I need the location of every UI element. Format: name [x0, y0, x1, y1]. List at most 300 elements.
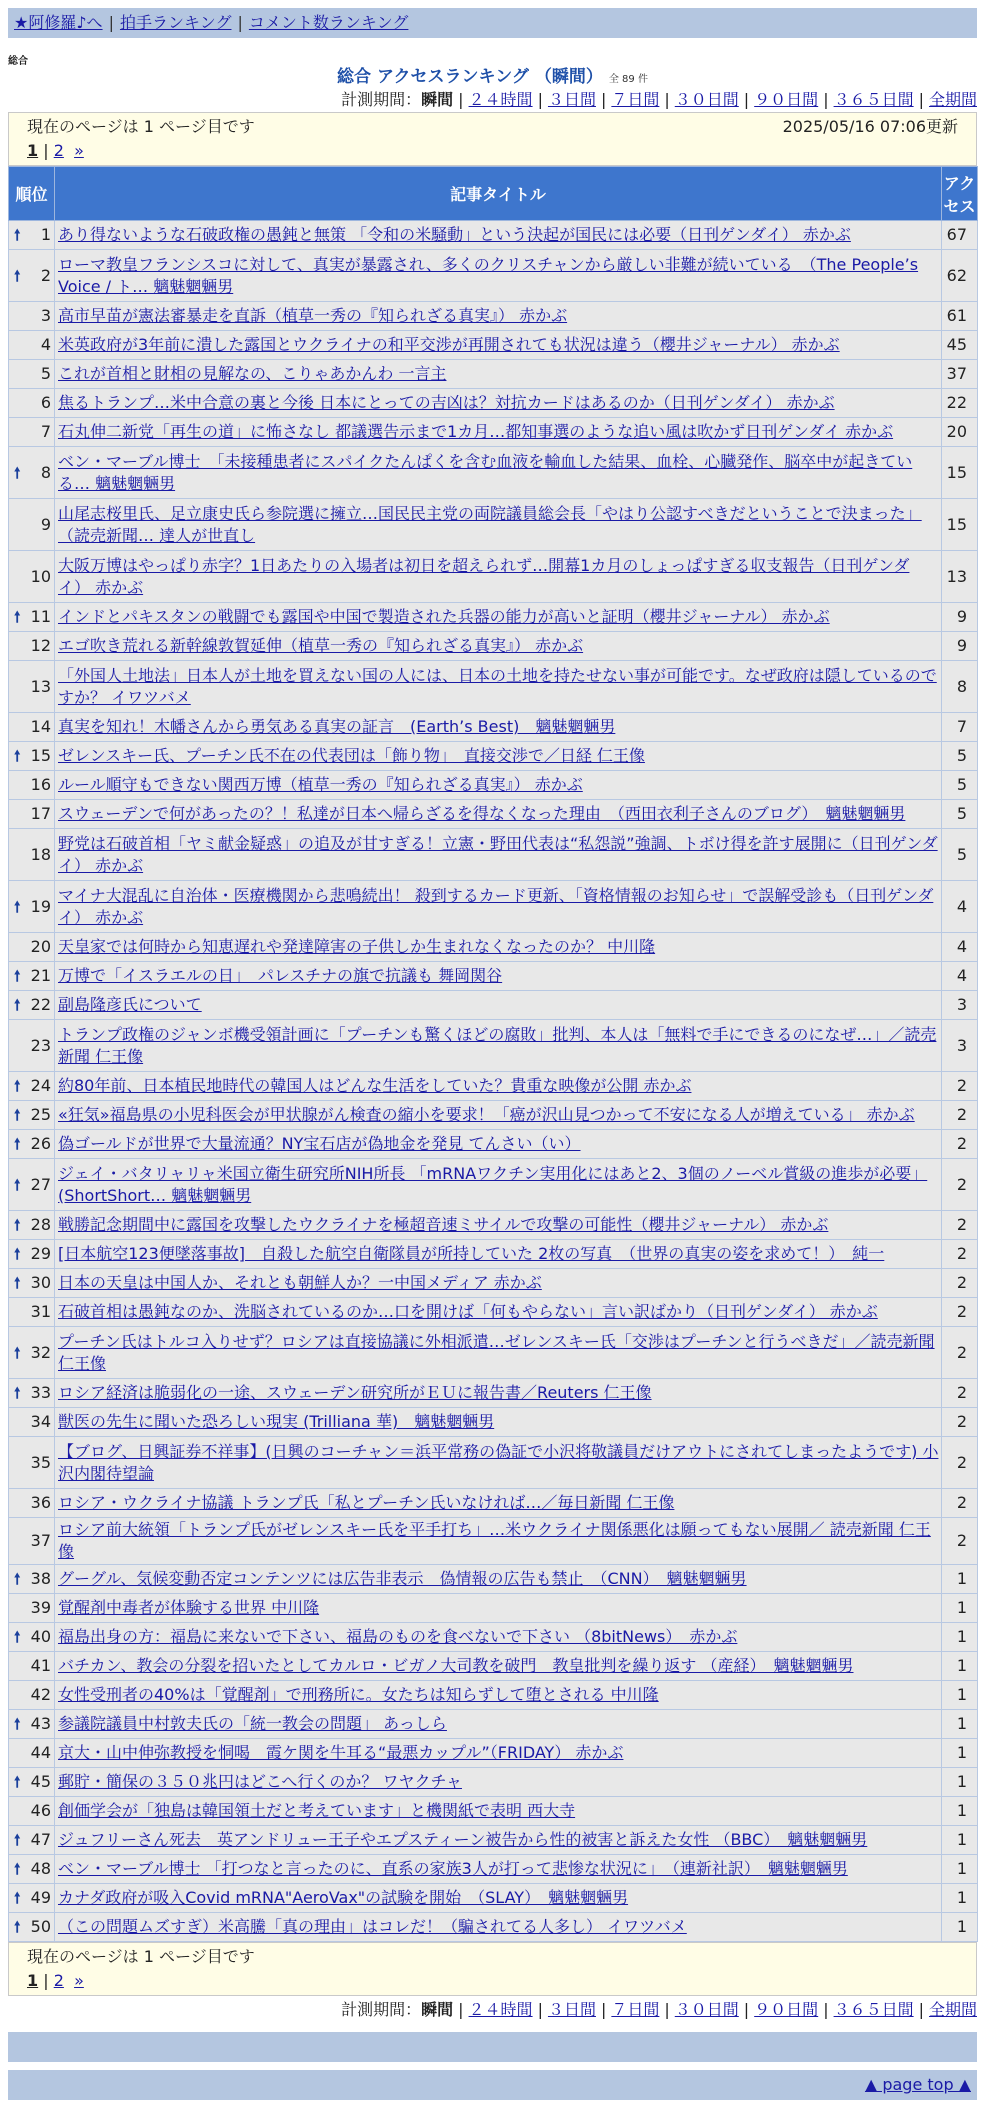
- rank-cell: [9, 1269, 55, 1298]
- rank-number: 7: [40, 422, 51, 441]
- title-cell: [55, 1130, 942, 1159]
- rank-number: 28: [30, 1215, 51, 1234]
- title-cell: [55, 1594, 942, 1623]
- access-count: 1: [942, 1884, 978, 1913]
- up-arrow-icon: 🠕: [14, 967, 21, 985]
- rank-number: 10: [30, 566, 51, 586]
- table-row: [9, 1518, 978, 1565]
- period-separator: |: [918, 2000, 924, 2019]
- title-cell: [55, 1518, 942, 1565]
- article-link[interactable]: 「外国人土地法」日本人が土地を買えない国の人には、日本の土地を持たせない事が可能です。なぜ政府は隠しているのですか？ イワツバメ: [58, 665, 937, 707]
- period-link[interactable]: ３０日間: [674, 90, 739, 109]
- rank-number: 30: [30, 1273, 51, 1292]
- article-link[interactable]: トランプ政権のジャンボ機受領計画に「プーチンも驚くほどの腐敗」批判、本人は「無料で手にできるのになぜ…」／読売新聞 仁王像: [58, 1024, 937, 1066]
- period-label: 計測期間：: [341, 90, 422, 109]
- access-count: 13: [942, 551, 978, 603]
- period-link[interactable]: ９０日間: [754, 90, 819, 109]
- article-link[interactable]: 女性受刑者の40%は「覚醒剤」で刑務所に。女たちは知らずして堕とされる 中川隆: [58, 1685, 659, 1704]
- rank-number: 33: [30, 1383, 51, 1402]
- table-row: [9, 1020, 978, 1072]
- article-link[interactable]: 獣医の先生に聞いた恐ろしい現実 (Trilliana 華) 魑魅魍魎男: [58, 1412, 495, 1431]
- article-link[interactable]: ゼレンスキー氏、プーチン氏不在の代表団は「飾り物」 直接交渉で／日経 仁王像: [58, 746, 645, 765]
- article-link[interactable]: 石丸伸二新党「再生の道」に怖さなし 都議選告示まで1カ月…都知事選のような追い風は吹かず日刊ゲンダイ 赤かぶ: [58, 422, 894, 441]
- rank-cell: [9, 800, 55, 829]
- access-count: 2: [942, 1101, 978, 1130]
- rank-cell: [9, 1379, 55, 1408]
- rank-number: 45: [30, 1772, 51, 1791]
- up-arrow-icon: 🠕: [14, 266, 21, 285]
- article-link[interactable]: インドとパキスタンの戦闘でも露国や中国で製造された兵器の能力が高いと証明（櫻井ジャーナル） 赤かぶ: [58, 607, 830, 626]
- period-link[interactable]: 全期間: [928, 2000, 977, 2019]
- access-count: 4: [942, 881, 978, 933]
- title-cell: [55, 1159, 942, 1211]
- article-link[interactable]: ルール順守もできない関西万博（植草一秀の『知られざる真実』） 赤かぶ: [58, 775, 583, 794]
- period-current: 瞬間: [421, 2000, 454, 2019]
- period-selector-bottom: [8, 1998, 977, 2022]
- up-arrow-icon: 🠕: [14, 1216, 21, 1234]
- up-arrow-icon: 🠕: [14, 1135, 21, 1153]
- article-link[interactable]: 創価学会が「独島は韓国領土だと考えています」と機関紙で表明 西大寺: [58, 1801, 576, 1820]
- table-row: [9, 632, 978, 661]
- article-link[interactable]: 福島出身の方：福島に来ないで下さい、福島のものを食べないで下さい （8bitNews） 赤かぶ: [58, 1627, 738, 1646]
- access-count: 61: [942, 302, 978, 331]
- access-count: 5: [942, 742, 978, 771]
- up-arrow-icon: 🠕: [14, 226, 21, 244]
- rank-number: 22: [30, 995, 51, 1014]
- period-label: 計測期間：: [341, 2000, 422, 2019]
- article-link[interactable]: 戦勝記念期間中に露国を攻撃したウクライナを極超音速ミサイルで攻撃の可能性（櫻井ジャーナル） 赤かぶ: [58, 1215, 829, 1234]
- rank-number: 39: [30, 1598, 51, 1617]
- rank-cell: [9, 1681, 55, 1710]
- title-cell: [55, 1072, 942, 1101]
- article-link[interactable]: グーグル、気候変動否定コンテンツには広告非表示 偽情報の広告も禁止 （CNN） 魑魅魍魎男: [58, 1569, 747, 1588]
- article-link[interactable]: ベン・マーブル博士 「打つなと言ったのに、直系の家族3人が打って悲惨な状況に」 （連新社訳） 魑魅魍魎男: [58, 1859, 848, 1878]
- title-cell: [55, 221, 942, 250]
- access-count: 5: [942, 829, 978, 881]
- title-cell: [55, 603, 942, 632]
- rank-cell: [9, 1159, 55, 1211]
- title-cell: [55, 499, 942, 551]
- article-link[interactable]: 真実を知れ！木幡さんから勇気ある真実の証言 (Earth’s Best) 魑魅魍魎男: [58, 717, 616, 736]
- article-link[interactable]: ベン・マーブル博士 「未接種患者にスパイクたんぱくを含む血液を輸血した結果、血栓、心臓発作、脳卒中が起きている… 魑魅魍魎男: [58, 451, 913, 493]
- up-arrow-icon: 🠕: [14, 897, 21, 916]
- up-arrow-icon: 🠕: [14, 1106, 21, 1124]
- access-count: 37: [942, 360, 978, 389]
- table-row: [9, 713, 978, 742]
- table-row: [9, 1594, 978, 1623]
- rank-number: 32: [30, 1342, 51, 1362]
- table-row: [9, 1826, 978, 1855]
- period-separator: |: [743, 2000, 750, 2019]
- article-link[interactable]: 米英政府が3年前に潰した露国とウクライナの和平交渉が再開されても状況は違う（櫻井ジャーナル） 赤かぶ: [58, 335, 840, 354]
- rank-cell: [9, 962, 55, 991]
- nav-separator: |: [237, 13, 243, 32]
- title-cell: [55, 742, 942, 771]
- up-arrow-icon: 🠕: [14, 1570, 21, 1588]
- table-row: [9, 1408, 978, 1437]
- access-count: 1: [942, 1739, 978, 1768]
- up-arrow-icon: 🠕: [14, 1343, 21, 1362]
- article-link[interactable]: [日本航空123便墜落事故] 自殺した航空自衛隊員が所持していた 2枚の写真 （世界の真実の姿を求めて！） 純一: [58, 1244, 885, 1263]
- category-label: 総合: [8, 56, 28, 67]
- article-link[interactable]: 副島隆彦氏について: [58, 995, 202, 1014]
- article-link[interactable]: 郵貯・簡保の３５０兆円はどこへ行くのか？ ワヤクチャ: [58, 1772, 462, 1791]
- table-row: [9, 250, 978, 302]
- period-link[interactable]: ３６５日間: [833, 2000, 914, 2019]
- pager-top: 現在のページは 1 ページ目です 2025/05/16 07:06更新 1 | 2 »: [8, 112, 977, 166]
- table-row: [9, 1768, 978, 1797]
- title-cell: [55, 1884, 942, 1913]
- rank-cell: [9, 829, 55, 881]
- access-count: 2: [942, 1269, 978, 1298]
- article-link[interactable]: 参議院議員中村敦夫氏の「統一教会の問題」 あっしら: [58, 1714, 447, 1733]
- rank-number: 42: [30, 1685, 51, 1704]
- table-row: [9, 1855, 978, 1884]
- article-link[interactable]: これが首相と財相の見解なの、こりゃあかんわ 一言主: [58, 364, 447, 383]
- rank-cell: [9, 603, 55, 632]
- table-row: [9, 331, 978, 360]
- rank-number: 17: [30, 804, 51, 823]
- article-link[interactable]: 約80年前、日本植民地時代の韓国人はどんな生活をしていた？貴重な映像が公開 赤かぶ: [58, 1076, 692, 1095]
- rank-cell: [9, 991, 55, 1020]
- access-count: 1: [942, 1594, 978, 1623]
- rank-number: 40: [30, 1627, 51, 1646]
- title-cell: [55, 1327, 942, 1379]
- table-row: [9, 447, 978, 499]
- title-cell: [55, 632, 942, 661]
- rank-cell: [9, 1240, 55, 1269]
- nav-separator: |: [108, 13, 114, 32]
- title-cell: [55, 933, 942, 962]
- footer-nav: [8, 2070, 977, 2100]
- table-row: [9, 1298, 978, 1327]
- access-count: 2: [942, 1379, 978, 1408]
- period-link[interactable]: ７日間: [611, 2000, 660, 2019]
- rank-number: 23: [30, 1035, 51, 1055]
- rank-number: 9: [40, 514, 51, 534]
- access-count: 9: [942, 632, 978, 661]
- table-row: [9, 603, 978, 632]
- access-count: 20: [942, 418, 978, 447]
- rank-cell: [9, 1101, 55, 1130]
- title-cell: [55, 713, 942, 742]
- access-count: 1: [942, 1710, 978, 1739]
- up-arrow-icon: 🠕: [14, 1175, 21, 1194]
- article-link[interactable]: 【ブログ、日興証券不祥事】(日興のコーチャン＝浜平常務の偽証で小沢将敬議員だけアウトにされてしまったようです) 小沢内閣待望論: [58, 1441, 939, 1483]
- table-row: [9, 1211, 978, 1240]
- rank-cell: [9, 1518, 55, 1565]
- next-page-link[interactable]: »: [74, 1971, 84, 1990]
- access-count: 1: [942, 1681, 978, 1710]
- access-count: 2: [942, 1298, 978, 1327]
- rank-number: 26: [30, 1134, 51, 1153]
- access-count: 1: [942, 1855, 978, 1884]
- article-link[interactable]: マイナ大混乱に自治体・医療機関から悲鳴続出！ 殺到するカード更新、「資格情報のお知らせ」で誤解受診も（日刊ゲンダイ） 赤かぶ: [58, 885, 934, 927]
- page-top-link[interactable]: ▲ page top ▲: [864, 2075, 971, 2094]
- rank-cell: [9, 1298, 55, 1327]
- access-count: 2: [942, 1159, 978, 1211]
- table-row: [9, 1159, 978, 1211]
- up-arrow-icon: 🠕: [14, 1245, 21, 1263]
- period-separator: |: [600, 90, 607, 109]
- table-row: [9, 1379, 978, 1408]
- rank-number: 41: [30, 1656, 51, 1675]
- period-link[interactable]: ２４時間: [468, 90, 533, 109]
- article-link[interactable]: ロシア・ウクライナ協議 トランプ氏「私とプーチン氏いなければ…／毎日新聞 仁王像: [58, 1493, 675, 1512]
- rank-number: 16: [30, 775, 51, 794]
- rank-number: 3: [40, 306, 51, 325]
- rank-number: 31: [30, 1302, 51, 1321]
- up-arrow-icon: 🠕: [14, 1773, 21, 1791]
- article-link[interactable]: あり得ないような石破政権の愚鈍と無策 「令和の米騒動」という決起が国民には必要（日刊ゲンダイ） 赤かぶ: [58, 225, 851, 244]
- rank-cell: [9, 302, 55, 331]
- table-row: [9, 1437, 978, 1489]
- access-count: 1: [942, 1797, 978, 1826]
- access-count: 22: [942, 389, 978, 418]
- title-cell: [55, 302, 942, 331]
- up-arrow-icon: 🠕: [14, 996, 21, 1014]
- current-page-text: 現在のページは 1 ページ目です: [27, 1947, 255, 1966]
- rank-number: 35: [30, 1452, 51, 1472]
- rank-number: 29: [30, 1244, 51, 1263]
- period-link[interactable]: ３日間: [547, 2000, 596, 2019]
- rank-number: 38: [30, 1569, 51, 1588]
- page-2-link[interactable]: 2: [53, 141, 64, 160]
- access-count: 2: [942, 1130, 978, 1159]
- rank-cell: [9, 447, 55, 499]
- article-link[interactable]: 山尾志桜里氏、足立康史氏ら参院選に擁立…国民民主党の両院議員総会長「やはり公認すべきだということで決まった」（読売新聞… 達人が世直し: [58, 503, 922, 545]
- up-arrow-icon: 🠕: [14, 608, 21, 626]
- rank-cell: [9, 881, 55, 933]
- rank-number: 18: [30, 844, 51, 864]
- period-link[interactable]: 全期間: [928, 90, 977, 109]
- access-count: 8: [942, 661, 978, 713]
- up-arrow-icon: 🠕: [14, 1860, 21, 1878]
- access-count: 2: [942, 1518, 978, 1565]
- title-cell: [55, 418, 942, 447]
- access-count: 1: [942, 1826, 978, 1855]
- article-link[interactable]: 高市早苗が憲法審暴走を直訴（植草一秀の『知られざる真実』） 赤かぶ: [58, 306, 568, 325]
- rank-number: 34: [30, 1412, 51, 1431]
- article-link[interactable]: «狂気»福島県の小児科医会が甲状腺がん検査の縮小を要求！「癌が沢山見つかって不安になる人が増えている」 赤かぶ: [58, 1105, 915, 1124]
- rank-number: 47: [30, 1830, 51, 1849]
- article-link[interactable]: 大阪万博はやっぱり赤字？1日あたりの入場者は初日を超えられず…開幕1カ月のしょっぱすぎる収支報告（日刊ゲンダイ） 赤かぶ: [58, 555, 910, 597]
- next-page-link[interactable]: »: [74, 141, 84, 160]
- title-cell: [55, 447, 942, 499]
- rank-cell: [9, 1437, 55, 1489]
- period-link[interactable]: ７日間: [611, 90, 660, 109]
- rank-cell: [9, 1327, 55, 1379]
- table-row: [9, 1623, 978, 1652]
- rank-cell: [9, 221, 55, 250]
- rank-number: 44: [30, 1743, 51, 1762]
- article-link[interactable]: プーチン氏はトルコ入りせず？ロシアは直接協議に外相派遣…ゼレンスキー氏「交渉はプーチンと行うべきだ」／読売新聞 仁王像: [58, 1331, 935, 1373]
- article-link[interactable]: 石破首相は愚鈍なのか、洗脳されているのか…口を開けば「何もやらない」言い訳ばかり（日刊ゲンダイ） 赤かぶ: [58, 1302, 878, 1321]
- rank-cell: [9, 1884, 55, 1913]
- title-cell: [55, 551, 942, 603]
- rank-number: 48: [30, 1859, 51, 1878]
- table-row: [9, 1710, 978, 1739]
- rank-number: 8: [40, 462, 51, 482]
- up-arrow-icon: 🠕: [14, 1918, 21, 1936]
- article-link[interactable]: ジェイ・バタリャリャ米国立衛生研究所NIH所長 「mRNAワクチン実用化にはあと2、3個のノーベル賞級の進歩が必要」(ShortShort… 魑魅魍魎男: [58, 1163, 928, 1205]
- access-count: 1: [942, 1623, 978, 1652]
- article-link[interactable]: 野党は石破首相「ヤミ献金疑惑」の追及が甘すぎる！立憲・野田代表は“私怨説”強調、トボけ得を許す展開に（日刊ゲンダイ） 赤かぶ: [58, 833, 938, 875]
- rank-cell: [9, 1710, 55, 1739]
- table-row: [9, 742, 978, 771]
- up-arrow-icon: 🠕: [14, 1889, 21, 1907]
- table-row: [9, 1489, 978, 1518]
- article-link[interactable]: カナダ政府が吸入Covid mRNA"AeroVax"の試験を開始 （SLAY） 魑魅魍魎男: [58, 1888, 629, 1907]
- access-count: 9: [942, 603, 978, 632]
- pager-bottom: 現在のページは 1 ページ目です 1 | 2 »: [8, 1942, 977, 1996]
- access-count: 3: [942, 1020, 978, 1072]
- clap-ranking-link[interactable]: 拍手ランキング: [119, 13, 232, 32]
- rank-cell: [9, 1565, 55, 1594]
- access-count: 2: [942, 1211, 978, 1240]
- rank-cell: [9, 661, 55, 713]
- period-separator: |: [918, 90, 924, 109]
- article-link[interactable]: 覚醒剤中毒者が体験する世界 中川隆: [58, 1598, 320, 1617]
- header-rank: 順位: [9, 167, 55, 221]
- access-count: 2: [942, 1489, 978, 1518]
- rank-cell: [9, 713, 55, 742]
- article-link[interactable]: バチカン、教会の分裂を招いたとしてカルロ・ビガノ大司教を破門 教皇批判を繰り返す （産経） 魑魅魍魎男: [58, 1656, 854, 1675]
- table-row: [9, 418, 978, 447]
- table-row: [9, 1652, 978, 1681]
- rank-cell: [9, 551, 55, 603]
- table-row: [9, 800, 978, 829]
- table-row: [9, 1240, 978, 1269]
- period-separator: |: [664, 90, 670, 109]
- article-link[interactable]: ロシア経済は脆弱化の一途、スウェーデン研究所がＥＵに報告書／Reuters 仁王像: [58, 1383, 652, 1402]
- page-2-link[interactable]: 2: [53, 1971, 64, 1990]
- table-header-row: [9, 167, 978, 221]
- rank-number: 6: [40, 393, 51, 412]
- table-row: [9, 1913, 978, 1942]
- up-arrow-icon: 🠕: [14, 1077, 21, 1095]
- table-row: [9, 881, 978, 933]
- access-count: 4: [942, 933, 978, 962]
- table-row: [9, 661, 978, 713]
- total-count: 全 89 件: [608, 74, 648, 85]
- title-cell: [55, 1681, 942, 1710]
- rank-number: 4: [40, 335, 51, 354]
- access-count: 15: [942, 447, 978, 499]
- rank-cell: [9, 1594, 55, 1623]
- rank-number: 5: [40, 364, 51, 383]
- rank-number: 14: [30, 717, 51, 736]
- article-link[interactable]: （この問題ムズすぎ）米高騰「真の理由」はコレだ！（騙されてる人多し） イワツバメ: [58, 1917, 687, 1936]
- article-link[interactable]: ローマ教皇フランシスコに対して、真実が暴露され、多くのクリスチャンから厳しい非難が続いている （The People’s Voice / ト… 魑魅魍魎男: [58, 254, 919, 296]
- rank-number: 36: [30, 1493, 51, 1512]
- article-link[interactable]: エゴ吹き荒れる新幹線敦賀延伸（植草一秀の『知られざる真実』） 赤かぶ: [58, 636, 584, 655]
- access-count: 15: [942, 499, 978, 551]
- title-cell: [55, 360, 942, 389]
- title-cell: [55, 1489, 942, 1518]
- article-link[interactable]: ロシア前大統領「トランプ氏がゼレンスキー氏を平手打ち」…米ウクライナ関係悪化は願ってもない展開／ 読売新聞 仁王像: [58, 1520, 931, 1561]
- rank-number: 43: [30, 1714, 51, 1733]
- title-cell: [55, 250, 942, 302]
- article-link[interactable]: 万博で「イスラエルの日」 パレスチナの旗で抗議も 舞岡関谷: [58, 966, 503, 985]
- rank-cell: [9, 389, 55, 418]
- up-arrow-icon: 🠕: [14, 463, 21, 482]
- article-link[interactable]: ジュフリーさん死去 英アンドリュー王子やエプスティーン被告から性的被害と訴えた女性 （BBC） 魑魅魍魎男: [58, 1830, 868, 1849]
- title-cell: [55, 1710, 942, 1739]
- rank-cell: [9, 1768, 55, 1797]
- rank-cell: [9, 1739, 55, 1768]
- rank-cell: [9, 1489, 55, 1518]
- table-row: [9, 933, 978, 962]
- access-count: 1: [942, 1565, 978, 1594]
- title-cell: [55, 1408, 942, 1437]
- rank-cell: [9, 331, 55, 360]
- rank-cell: [9, 1623, 55, 1652]
- home-link[interactable]: ★阿修羅♪へ: [14, 13, 103, 32]
- table-row: [9, 1327, 978, 1379]
- period-link[interactable]: ３６５日間: [833, 90, 914, 109]
- title-cell: [55, 829, 942, 881]
- period-link[interactable]: ３日間: [547, 90, 596, 109]
- period-separator: |: [600, 2000, 607, 2019]
- period-separator: |: [743, 90, 750, 109]
- access-count: 2: [942, 1327, 978, 1379]
- rank-number: 24: [30, 1076, 51, 1095]
- period-link[interactable]: ２４時間: [468, 2000, 533, 2019]
- article-link[interactable]: 偽ゴールドが世界で大量流通？NY宝石店が偽地金を発見 てんさい（い）: [58, 1134, 581, 1153]
- article-link[interactable]: 焦るトランプ…米中合意の裏と今後 日本にとっての吉凶は？対抗カードはあるのか（日刊ゲンダイ） 赤かぶ: [58, 393, 835, 412]
- period-link[interactable]: ９０日間: [754, 2000, 819, 2019]
- access-count: 4: [942, 962, 978, 991]
- rank-number: 20: [30, 937, 51, 956]
- access-count: 2: [942, 1072, 978, 1101]
- up-arrow-icon: 🠕: [14, 1715, 21, 1733]
- period-separator: |: [537, 90, 543, 109]
- up-arrow-icon: 🠕: [14, 1274, 21, 1292]
- table-row: [9, 1884, 978, 1913]
- rank-number: 49: [30, 1888, 51, 1907]
- rank-cell: [9, 632, 55, 661]
- header-count: アクセス: [942, 167, 978, 221]
- period-selector-top: [8, 88, 977, 112]
- rank-number: 1: [40, 225, 51, 244]
- article-link[interactable]: 天皇家では何時から知恵遅れや発達障害の子供しか生まれなくなったのか？ 中川隆: [58, 937, 656, 956]
- access-count: 2: [942, 1437, 978, 1489]
- up-arrow-icon: 🠕: [14, 1384, 21, 1402]
- rank-number: 46: [30, 1801, 51, 1820]
- title-cell: [55, 881, 942, 933]
- comment-ranking-link[interactable]: コメント数ランキング: [248, 13, 409, 32]
- period-separator: |: [823, 90, 829, 109]
- page-title: [8, 66, 977, 88]
- article-link[interactable]: スウェーデンで何があったの？！私達が日本へ帰らざるを得なくなった理由 （西田衣利子さんのブログ） 魑魅魍魎男: [58, 804, 906, 823]
- rank-number: 37: [30, 1531, 51, 1550]
- title-cell: [55, 1739, 942, 1768]
- table-row: [9, 771, 978, 800]
- page-1-current: 1: [27, 1971, 39, 1990]
- table-row: [9, 1269, 978, 1298]
- rank-cell: [9, 933, 55, 962]
- rank-cell: [9, 1797, 55, 1826]
- table-row: [9, 499, 978, 551]
- table-row: [9, 1681, 978, 1710]
- article-link[interactable]: 京大・山中伸弥教授を恫喝 霞ケ関を牛耳る“最悪カップル”（FRIDAY） 赤かぶ: [58, 1743, 624, 1762]
- access-count: 7: [942, 713, 978, 742]
- rank-cell: [9, 1826, 55, 1855]
- table-row: [9, 829, 978, 881]
- period-link[interactable]: ３０日間: [674, 2000, 739, 2019]
- article-link[interactable]: 日本の天皇は中国人か、それとも朝鮮人か？一中国メディア 赤かぶ: [58, 1273, 542, 1292]
